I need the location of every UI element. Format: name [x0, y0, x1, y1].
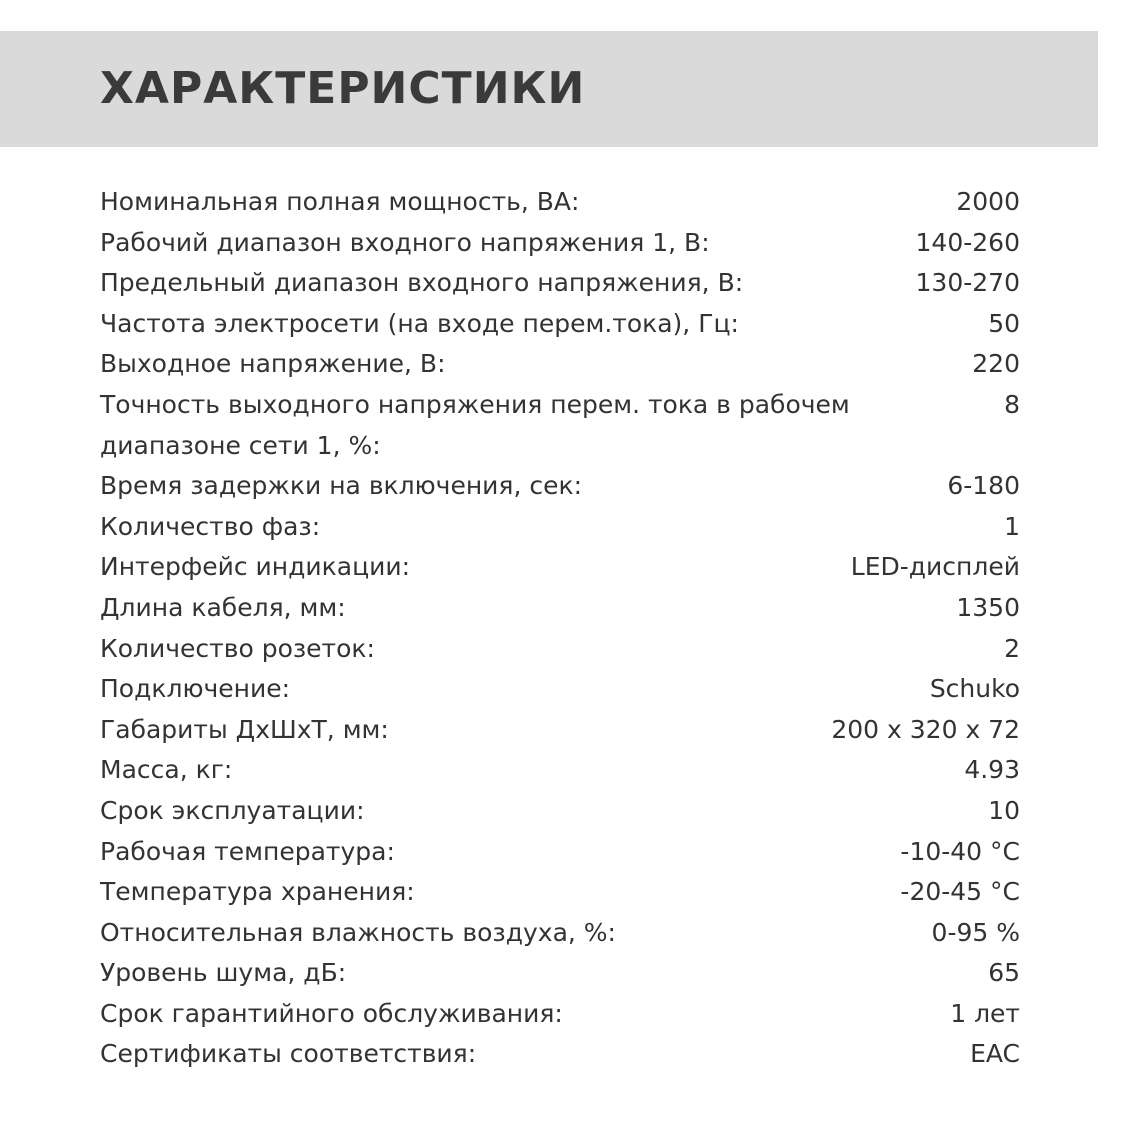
spec-row-service-life — [100, 791, 1020, 832]
spec-row-weight — [100, 750, 1020, 791]
spec-label: Интерфейс индикации: — [100, 552, 411, 582]
spec-row-limit-input-range — [100, 263, 1020, 304]
spec-label: Относительная влажность воздуха, %: — [100, 917, 616, 947]
spec-label: Частота электросети (на входе перем.тока), Гц: — [100, 308, 739, 338]
spec-label: Сертификаты соответствия: — [100, 1039, 477, 1069]
spec-value: LED-дисплей — [850, 552, 1020, 582]
spec-label: Подключение: — [100, 674, 291, 704]
spec-value: 1 лет — [950, 998, 1020, 1028]
spec-label: Срок эксплуатации: — [100, 795, 365, 825]
spec-row-sockets — [100, 629, 1020, 670]
spec-row-storage-temperature — [100, 872, 1020, 913]
spec-value: -20-45 °C — [900, 877, 1020, 907]
spec-value: 50 — [988, 308, 1020, 338]
spec-row-noise — [100, 953, 1020, 994]
spec-label: Предельный диапазон входного напряжения, В: — [100, 268, 744, 298]
spec-row-frequency — [100, 304, 1020, 345]
spec-row-output-accuracy — [100, 385, 1020, 466]
spec-row-operating-temperature — [100, 832, 1020, 873]
spec-label: Срок гарантийного обслуживания: — [100, 998, 563, 1028]
spec-row-dimensions — [100, 710, 1020, 751]
spec-label: Рабочая температура: — [100, 836, 395, 866]
spec-value: 1350 — [956, 592, 1020, 622]
spec-row-delay — [100, 466, 1020, 507]
page-title: ХАРАКТЕРИСТИКИ — [100, 63, 586, 114]
header-band — [0, 31, 1098, 147]
spec-label: Количество розеток: — [100, 633, 375, 663]
spec-label: Длина кабеля, мм: — [100, 592, 346, 622]
spec-value: 10 — [988, 795, 1020, 825]
spec-row-phases — [100, 507, 1020, 548]
spec-label: Температура хранения: — [100, 877, 415, 907]
spec-value: 220 — [972, 349, 1020, 379]
spec-value: EAC — [970, 1039, 1020, 1069]
spec-label: Габариты ДхШхТ, мм: — [100, 714, 389, 744]
spec-label: Точность выходного напряжения перем. тока в рабочем диапазоне сети 1, %: — [100, 389, 850, 460]
spec-value: -10-40 °C — [900, 836, 1020, 866]
spec-value: 4.93 — [964, 755, 1020, 785]
spec-value: 2000 — [956, 187, 1020, 216]
spec-row-working-input-range — [100, 223, 1020, 264]
spec-row-power — [100, 182, 1020, 223]
spec-value: 2 — [1004, 633, 1020, 663]
spec-label: Количество фаз: — [100, 511, 321, 541]
spec-value: 8 — [1004, 389, 1020, 419]
spec-value: 0-95 % — [931, 917, 1020, 947]
spec-value: 65 — [988, 958, 1020, 988]
spec-label: Рабочий диапазон входного напряжения 1, В: — [100, 227, 710, 257]
spec-list — [100, 182, 1020, 1075]
spec-label: Время задержки на включения, сек: — [100, 471, 583, 501]
spec-row-cable-length — [100, 588, 1020, 629]
spec-label: Масса, кг: — [100, 755, 233, 785]
spec-row-output-voltage — [100, 344, 1020, 385]
spec-label: Уровень шума, дБ: — [100, 958, 347, 988]
spec-value: 130-270 — [915, 268, 1020, 298]
spec-row-warranty — [100, 994, 1020, 1035]
spec-value: Schuko — [929, 674, 1020, 704]
spec-row-display — [100, 547, 1020, 588]
spec-label: Номинальная полная мощность, ВА: — [100, 187, 580, 216]
spec-value: 140-260 — [915, 227, 1020, 257]
spec-value: 1 — [1004, 511, 1020, 541]
spec-value: 6-180 — [947, 471, 1020, 501]
spec-row-humidity — [100, 913, 1020, 954]
spec-label: Выходное напряжение, В: — [100, 349, 446, 379]
spec-row-connection — [100, 669, 1020, 710]
spec-value: 200 х 320 х 72 — [831, 714, 1020, 744]
spec-row-certificates — [100, 1034, 1020, 1075]
